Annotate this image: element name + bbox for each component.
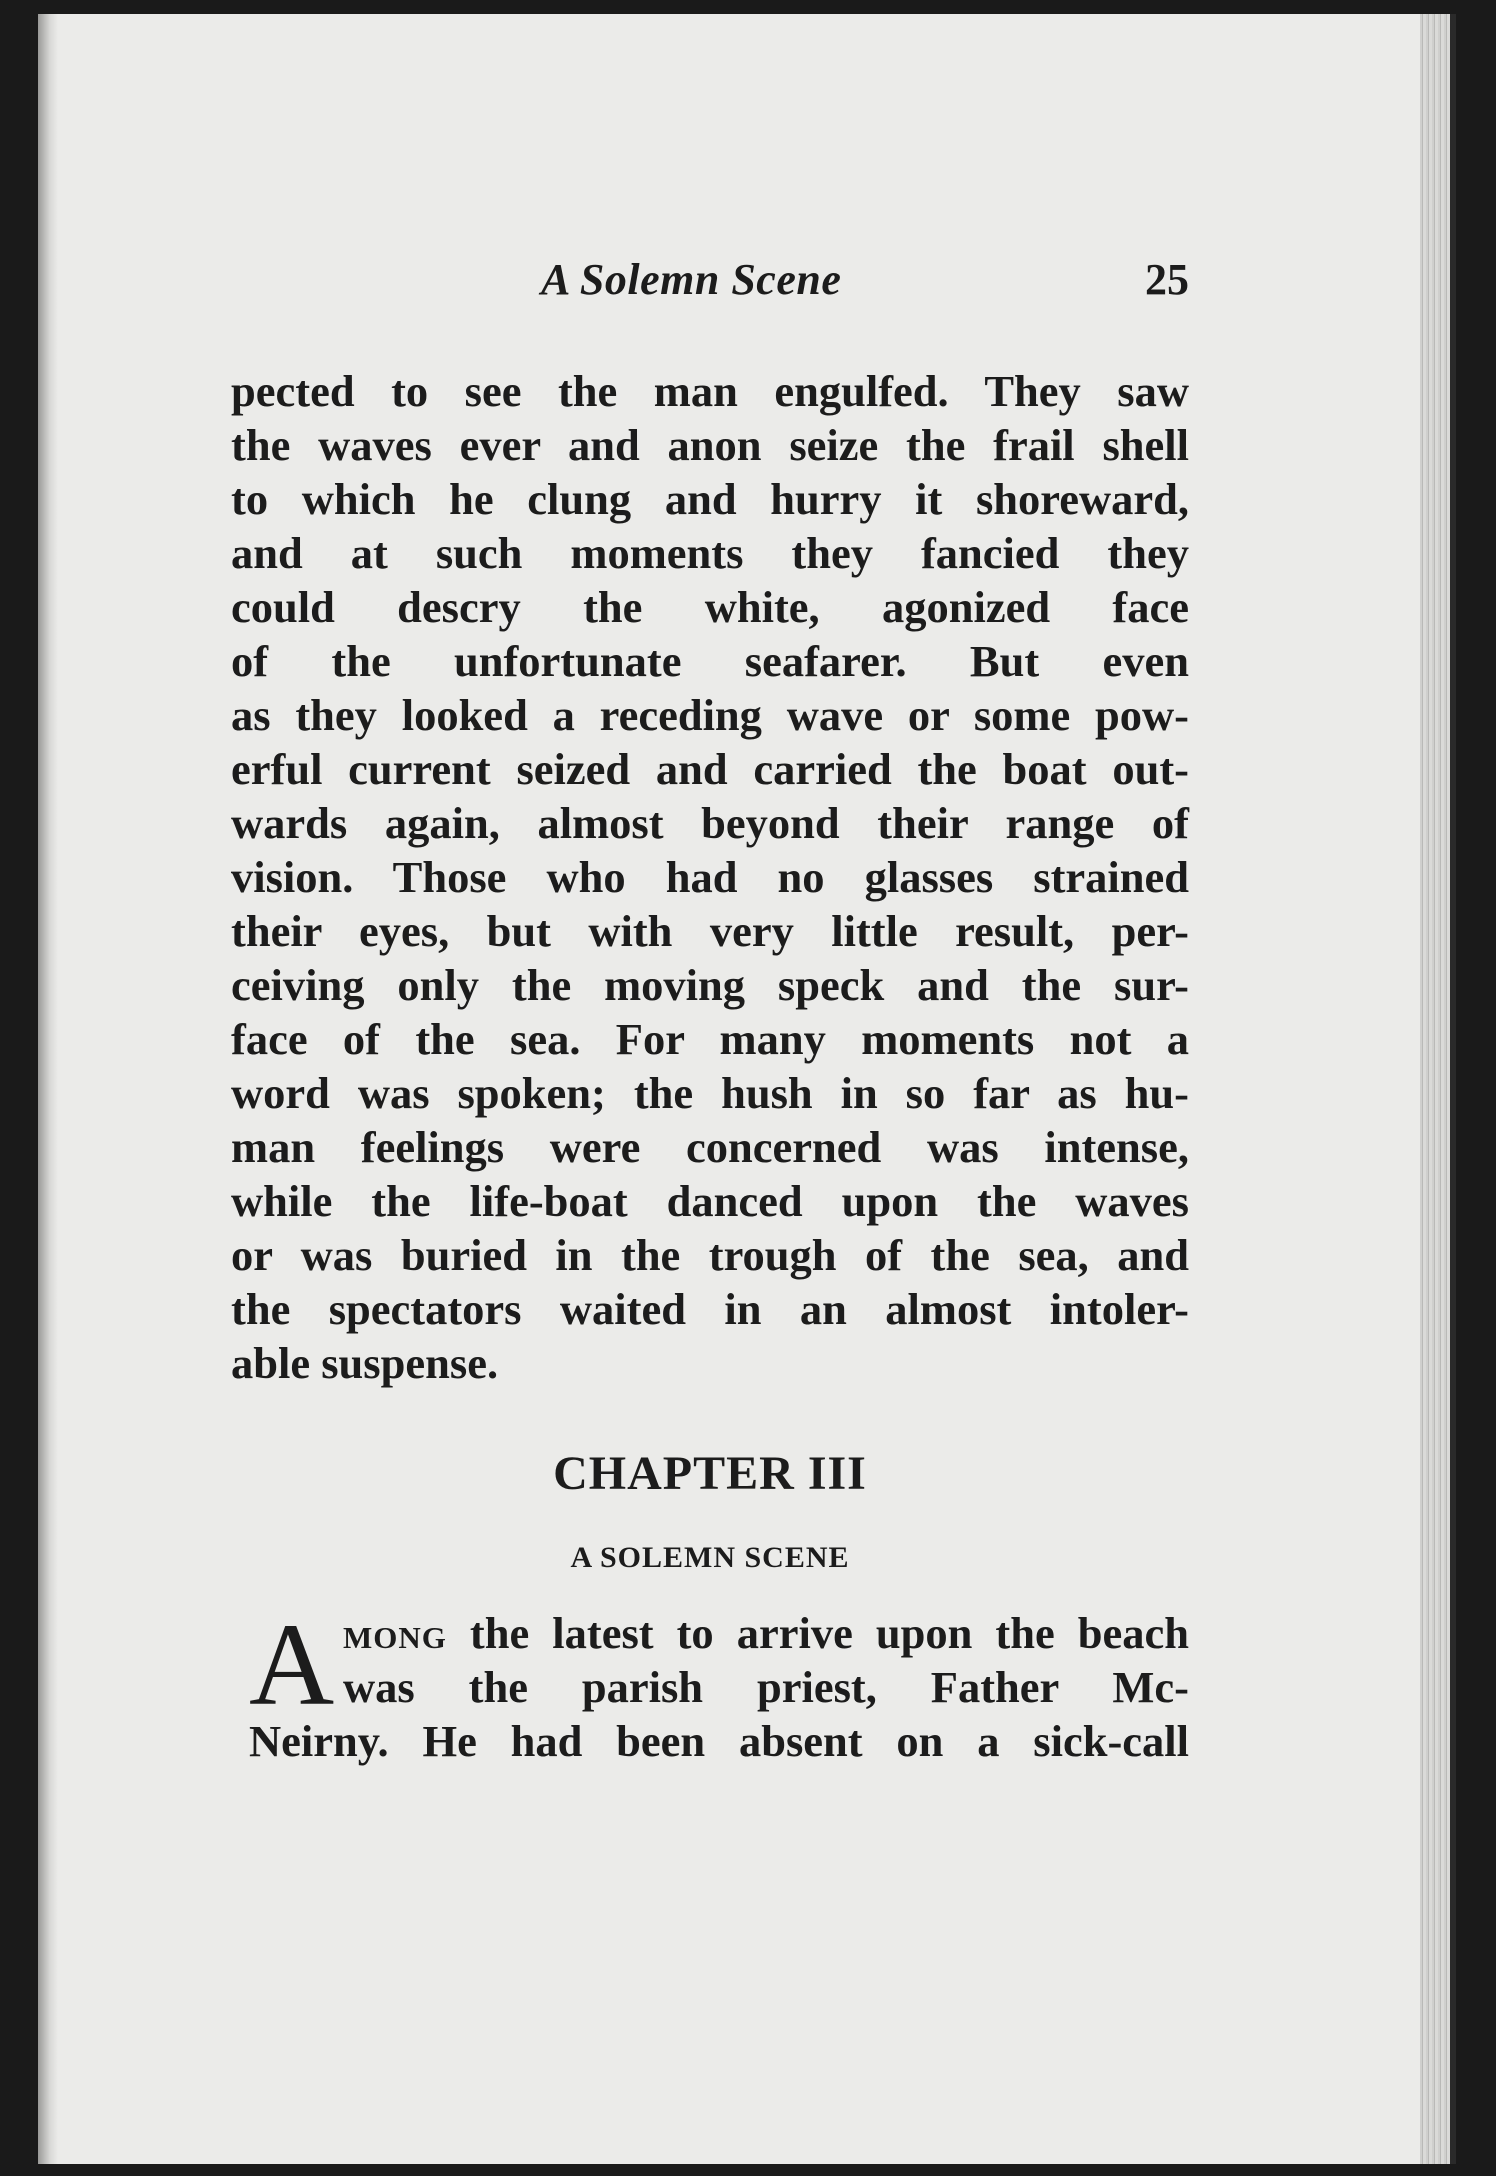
page-number: 25	[1145, 255, 1189, 304]
gutter-shadow	[38, 14, 58, 2164]
running-title: A Solemn Scene	[541, 255, 842, 304]
chapter-heading: CHAPTER III	[553, 1447, 867, 1500]
text-line: was the parish priest, Father Mc-	[343, 1662, 1189, 1712]
text-line: man feelings were concerned was intense,	[231, 1122, 1189, 1172]
text-line: could descry the white, agonized face	[231, 582, 1189, 632]
text-line: erful current seized and carried the boat out-	[231, 744, 1189, 794]
line-rest: the latest to arrive upon the beach	[446, 1608, 1189, 1658]
text-line: their eyes, but with very little result, per-	[231, 906, 1189, 956]
chapter-subtitle: A SOLEMN SCENE	[570, 1541, 850, 1574]
text-line: of the unfortunate seafarer. But even	[231, 636, 1189, 686]
text-line: and at such moments they fancied they	[231, 528, 1189, 578]
page-edge-dark	[1450, 14, 1456, 2164]
text-line: wards again, almost beyond their range of	[231, 798, 1189, 848]
text-line: while the life-boat danced upon the waves	[231, 1176, 1189, 1226]
running-head	[231, 254, 1189, 314]
text-line: pected to see the man engulfed. They saw	[231, 366, 1189, 416]
text-line: able suspense.	[231, 1338, 499, 1388]
text-line: word was spoken; the hush in so far as hu-	[231, 1068, 1189, 1118]
drop-cap: A	[249, 1599, 335, 1730]
text-line: the waves ever and anon seize the frail shell	[231, 420, 1189, 470]
text-line: or was buried in the trough of the sea, and	[231, 1230, 1189, 1280]
body-paragraph	[231, 364, 1189, 1390]
text-line: as they looked a receding wave or some pow-	[231, 690, 1189, 740]
text-line	[343, 1606, 1189, 1660]
opening-paragraph	[231, 1599, 1189, 1768]
text-line: vision. Those who had no glasses strained	[231, 852, 1189, 902]
text-line: ceiving only the moving speck and the sur-	[231, 960, 1189, 1010]
text-line: the spectators waited in an almost intoler-	[231, 1284, 1189, 1334]
text-line: to which he clung and hurry it shoreward,	[231, 474, 1189, 524]
first-word-smallcaps: mong	[343, 1608, 447, 1658]
page	[38, 14, 1456, 2164]
text-line: Neirny. He had been absent on a sick-call	[249, 1716, 1189, 1766]
text-line: face of the sea. For many moments not a	[231, 1014, 1189, 1064]
